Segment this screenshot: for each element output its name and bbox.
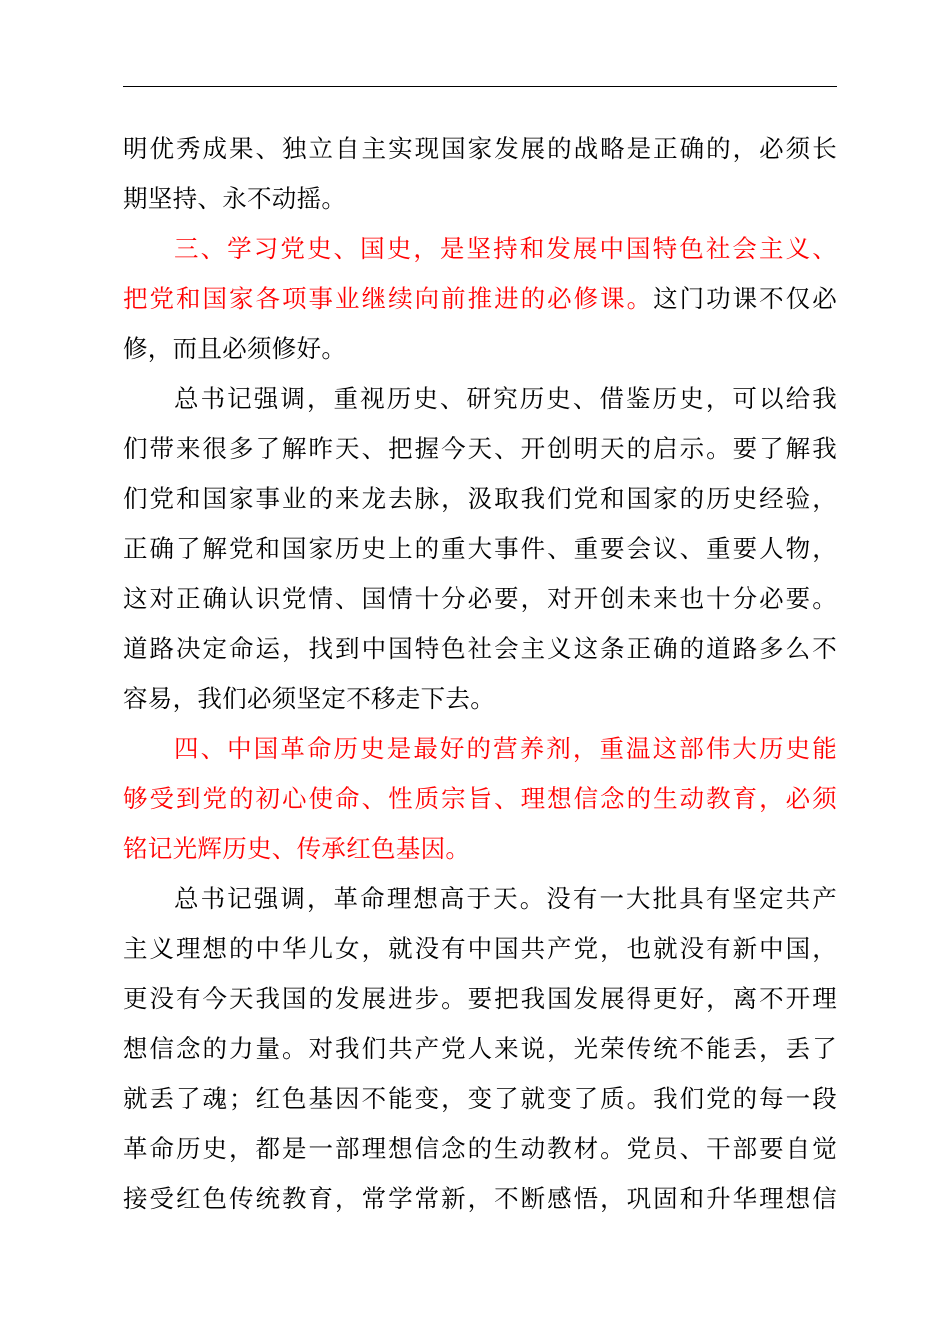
red-heading-segment: 四、中国革命历史是最好的营养剂，重温这部伟大历史能 (174, 734, 837, 763)
section-heading-line (123, 274, 837, 324)
text-line (123, 174, 837, 224)
text-line (123, 874, 837, 924)
text-line (123, 424, 837, 474)
text-segment: 总书记强调，重视历史、研究历史、借鉴历史，可以给我 (174, 384, 837, 413)
text-line (123, 1124, 837, 1174)
text-segment: 接受红色传统教育，常学常新，不断感悟，巩固和升华理想信 (123, 1184, 837, 1213)
text-line (123, 474, 837, 524)
document-body (123, 124, 837, 1224)
text-segment: 革命历史，都是一部理想信念的生动教材。党员、干部要自觉 (123, 1134, 837, 1163)
text-segment: 正确了解党和国家历史上的重大事件、重要会议、重要人物， (123, 534, 837, 563)
text-line (123, 374, 837, 424)
text-segment: 就丢了魂；红色基因不能变，变了就变了质。我们党的每一段 (123, 1084, 837, 1113)
section-heading-line (123, 224, 837, 274)
text-segment: 修，而且必须修好。 (123, 334, 347, 363)
text-segment: 想信念的力量。对我们共产党人来说，光荣传统不能丢，丢了 (123, 1034, 837, 1063)
red-heading-segment: 够受到党的初心使命、性质宗旨、理想信念的生动教育，必须 (123, 784, 837, 813)
text-segment: 总书记强调，革命理想高于天。没有一大批具有坚定共产 (174, 884, 837, 913)
text-line (123, 924, 837, 974)
text-line (123, 524, 837, 574)
red-heading-segment: 把党和国家各项事业继续向前推进的必修课。 (123, 284, 654, 313)
text-segment: 容易，我们必须坚定不移走下去。 (123, 684, 495, 713)
section-heading-line (123, 724, 837, 774)
text-line (123, 124, 837, 174)
text-segment: 这门功课不仅必 (653, 284, 837, 313)
text-segment: 这对正确认识党情、国情十分必要，对开创未来也十分必要。 (123, 584, 837, 613)
text-line (123, 1174, 837, 1224)
text-segment: 们党和国家事业的来龙去脉，汲取我们党和国家的历史经验， (123, 484, 837, 513)
text-segment: 更没有今天我国的发展进步。要把我国发展得更好，离不开理 (123, 984, 837, 1013)
header-rule (123, 86, 837, 87)
text-line (123, 574, 837, 624)
red-heading-segment: 三、学习党史、国史，是坚持和发展中国特色社会主义、 (174, 234, 837, 263)
text-segment: 道路决定命运，找到中国特色社会主义这条正确的道路多么不 (123, 634, 837, 663)
red-heading-segment: 铭记光辉历史、传承红色基因。 (123, 834, 471, 863)
section-heading-line (123, 824, 837, 874)
text-segment: 主义理想的中华儿女，就没有中国共产党，也就没有新中国， (123, 934, 837, 963)
section-heading-line (123, 774, 837, 824)
text-line (123, 1074, 837, 1124)
text-line (123, 674, 837, 724)
text-segment: 期坚持、永不动摇。 (123, 184, 347, 213)
text-line (123, 624, 837, 674)
text-line (123, 324, 837, 374)
text-line (123, 974, 837, 1024)
text-segment: 明优秀成果、独立自主实现国家发展的战略是正确的，必须长 (123, 134, 837, 163)
text-segment: 们带来很多了解昨天、把握今天、开创明天的启示。要了解我 (123, 434, 837, 463)
text-line (123, 1024, 837, 1074)
